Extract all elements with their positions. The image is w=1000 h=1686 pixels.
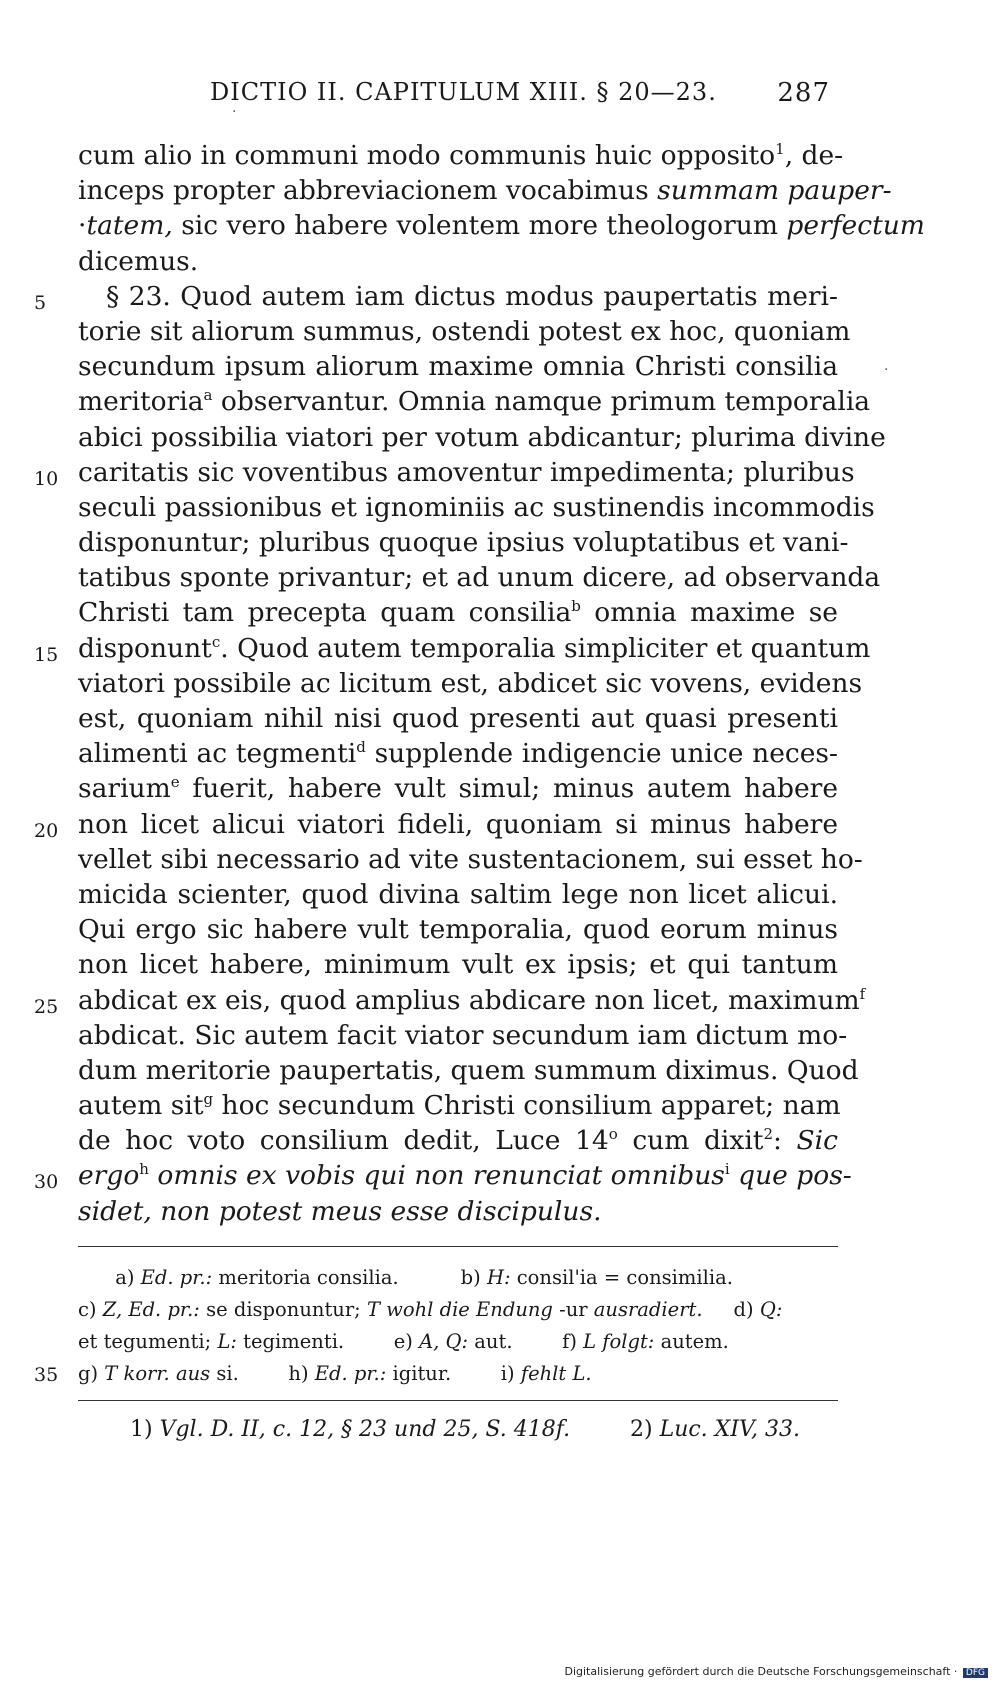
text-run: vellet sibi necessario ad vite sustentacionem, sui esset ho-: [78, 843, 863, 875]
page-header: [210, 78, 830, 114]
text-run: non licet habere, minimum vult ex ipsis; et qui tantum: [78, 949, 838, 981]
text-line: [78, 912, 838, 947]
text-run: igitur. i): [386, 1362, 521, 1385]
italic-run: Ed. pr.:: [140, 1266, 213, 1289]
apparatus-line: [34, 1358, 838, 1390]
text-line: [78, 560, 881, 595]
text-run: d): [702, 1298, 760, 1321]
text-run: meritoria: [78, 386, 204, 418]
line-number: 30: [34, 1171, 59, 1194]
italic-run: tatem,: [86, 210, 173, 242]
text-run: abici possibilia viatori per votum abdicantur; plurima divine: [78, 421, 886, 453]
text-line: [78, 771, 838, 806]
text-line: [34, 455, 855, 490]
footnote-text: Luc. XIV, 33.: [659, 1417, 801, 1442]
text-line: [78, 877, 838, 912]
line-number: 5: [34, 291, 47, 314]
text-run: :: [773, 1125, 797, 1157]
digitization-text: Digitalisierung gefördert durch die Deutsche Forschungsgemeinschaft ·: [564, 1665, 958, 1678]
text-run: se disponuntur;: [199, 1298, 367, 1321]
text-run: , de-: [784, 140, 844, 171]
text-run: torie sit aliorum summus, ostendi potest ex hoc, quoniam: [78, 315, 851, 347]
footnote-marker: h: [139, 1160, 149, 1179]
text-run: fuerit, habere vult simul; minus autem habere: [179, 773, 838, 805]
text-line: [78, 736, 838, 771]
text-line: [78, 420, 886, 455]
text-run: abdicat ex eis, quod amplius abdicare non licet, maximum: [78, 984, 860, 1016]
text-line: [34, 983, 866, 1018]
stray-mark: ·: [232, 104, 237, 120]
text-run: tegimenti. e): [236, 1330, 420, 1353]
footnote-marker: f: [859, 984, 866, 1003]
text-line: [78, 1088, 841, 1123]
text-run: non licet alicui viatori fideli, quoniam si minus habere: [78, 808, 838, 840]
text-run: omnia maxime se: [580, 597, 838, 629]
text-run: de hoc voto consilium dedit, Luce 14: [78, 1125, 609, 1157]
footnote-marker: i: [724, 1160, 730, 1179]
italic-run: L folgt:: [583, 1330, 655, 1353]
text-run: Christi tam precepta quam consilia: [78, 597, 572, 629]
apparatus-line: [78, 1294, 838, 1326]
stray-mark: ·: [884, 362, 889, 378]
text-run: ·: [78, 210, 87, 242]
line-number: 10: [34, 467, 59, 490]
text-run: a): [115, 1266, 141, 1289]
apparatus-divider: [78, 1246, 838, 1247]
running-head: DICTIO II. CAPITULUM XIII. § 20—23.: [210, 78, 717, 106]
italic-run: que pos-: [729, 1160, 852, 1192]
text-run: tatibus sponte privantur; et ad unum dicere, ad observanda: [78, 562, 881, 594]
italic-run: ausradiert.: [593, 1298, 703, 1321]
text-run: sarium: [78, 773, 171, 805]
footnote-number: 1): [130, 1417, 160, 1442]
footnote-marker: a: [203, 386, 213, 405]
text-run: consil'ia = consimilia.: [510, 1266, 733, 1289]
italic-run: Sic: [796, 1125, 838, 1157]
text-run: si. h): [210, 1362, 315, 1385]
text-run: hoc secundum Christi consilium apparet; nam: [213, 1090, 841, 1122]
page-number: 287: [777, 78, 830, 108]
line-number: 15: [34, 643, 59, 666]
text-line: [34, 631, 871, 666]
line-number: 20: [34, 819, 59, 842]
text-run: seculi passionibus et ignominiis ac sustinendis incommodis: [78, 491, 875, 523]
italic-run: perfectum: [786, 210, 925, 242]
footnote-marker: 1: [775, 140, 785, 158]
critical-apparatus: [34, 1262, 838, 1390]
text-run: dicemus.: [78, 245, 199, 277]
text-line: [78, 701, 838, 736]
italic-run: T korr. aus: [104, 1362, 211, 1385]
dfg-logo: DFG: [963, 1668, 988, 1678]
text-line: [78, 842, 863, 877]
footnote-marker: 2: [763, 1125, 773, 1144]
footnote-1: [130, 1417, 570, 1442]
text-run: [78, 1266, 115, 1289]
text-line: [78, 1053, 859, 1088]
footnote-2: [630, 1415, 800, 1445]
italic-run: ergo: [78, 1160, 140, 1192]
digitization-note: [564, 1665, 988, 1678]
text-run: -ur: [552, 1298, 594, 1321]
text-run: caritatis sic voventibus amoventur impedimenta; pluribus: [78, 456, 855, 488]
italic-run: T wohl die Endung: [366, 1298, 553, 1321]
footnote-marker: e: [170, 773, 180, 792]
text-line: [78, 349, 838, 384]
text-line: [34, 1158, 852, 1194]
text-run: disponuntur; pluribus quoque ipsius voluptatibus et vani-: [78, 527, 849, 559]
text-line: [78, 1194, 838, 1229]
text-run: et tegumenti;: [78, 1330, 218, 1353]
apparatus-line: [78, 1326, 838, 1358]
text-line: [34, 279, 838, 314]
text-run: sic vero habere volentem more theologorum: [172, 210, 787, 242]
footnote-number: 2): [630, 1417, 660, 1442]
text-run: autem.: [654, 1330, 729, 1353]
text-run: alimenti ac tegmenti: [78, 738, 357, 770]
footnote-text: Vgl. D. II, c. 12, § 23 und 25, S. 418f.: [159, 1417, 571, 1442]
text-run: secundum ipsum aliorum maxime omnia Christi consilia: [78, 351, 838, 383]
footnote-marker: d: [356, 738, 366, 757]
text-run: aut. f): [468, 1330, 584, 1353]
text-run: dum meritorie paupertatis, quem summum diximus. Quod: [78, 1054, 859, 1086]
text-run: abdicat. Sic autem facit viator secundum iam dictum mo-: [78, 1019, 848, 1051]
text-run: supplende indigencie unice neces-: [365, 738, 838, 770]
text-run: cum alio in communi modo communis huic opposito: [78, 140, 776, 171]
text-line: [78, 384, 871, 419]
text-line: [78, 525, 849, 560]
text-run: micida scienter, quod divina saltim lege non licet alicui.: [78, 878, 838, 910]
text-run: est, quoniam nihil nisi quod presenti aut quasi presenti: [78, 703, 838, 734]
italic-run: omnis ex vobis qui non renunciat omnibus: [148, 1160, 725, 1192]
italic-run: Ed. pr.:: [314, 1362, 387, 1385]
footnote-marker: c: [211, 632, 221, 651]
text-line: [78, 595, 838, 630]
text-run: Qui ergo sic habere vult temporalia, quod eorum minus: [78, 914, 838, 946]
text-run: cum dixit: [617, 1125, 764, 1157]
italic-run: summam pauper-: [657, 175, 892, 207]
italic-run: H:: [486, 1266, 511, 1289]
footnotes: [130, 1415, 830, 1445]
apparatus-line: [78, 1262, 838, 1294]
text-line: [78, 1018, 848, 1053]
text-run: § 23. Quod autem iam dictus modus paupertatis meri-: [106, 280, 838, 312]
italic-run: sidet, non potest meus esse discipulus.: [78, 1195, 602, 1227]
text-run: c): [78, 1298, 103, 1321]
text-run: g): [78, 1362, 105, 1385]
text-line: [78, 138, 844, 173]
footnote-marker: b: [571, 597, 581, 616]
text-line: [34, 807, 838, 842]
text-run: inceps propter abbreviacionem vocabimus: [78, 175, 658, 207]
text-run: disponunt: [78, 632, 212, 664]
footnote-divider: [78, 1400, 838, 1401]
text-run: meritoria consilia. b): [212, 1266, 487, 1289]
main-text: [34, 138, 925, 1229]
text-line: [78, 173, 892, 208]
text-run: . Quod autem temporalia simpliciter et quantum: [220, 632, 871, 664]
text-line: [78, 947, 838, 982]
text-line: [78, 666, 863, 701]
text-run: observantur. Omnia namque primum temporalia: [212, 386, 871, 418]
text-run: viatori possibile ac licitum est, abdicet sic vovens, evidens: [78, 667, 863, 699]
text-line: [78, 1123, 838, 1158]
text-line: [78, 244, 838, 279]
text-line: [78, 490, 875, 525]
line-number: 25: [34, 995, 59, 1018]
text-run: autem sit: [78, 1090, 204, 1122]
italic-run: L:: [217, 1330, 237, 1353]
footnote-marker: g: [203, 1090, 214, 1109]
footnote-marker: o: [608, 1125, 618, 1144]
line-number: 35: [34, 1364, 59, 1386]
text-line: [78, 208, 925, 243]
text-line: [78, 314, 851, 349]
italic-run: Q:: [759, 1298, 783, 1321]
italic-run: Z, Ed. pr.:: [102, 1298, 200, 1321]
italic-run: A, Q:: [419, 1330, 469, 1353]
italic-run: fehlt L.: [520, 1362, 592, 1385]
